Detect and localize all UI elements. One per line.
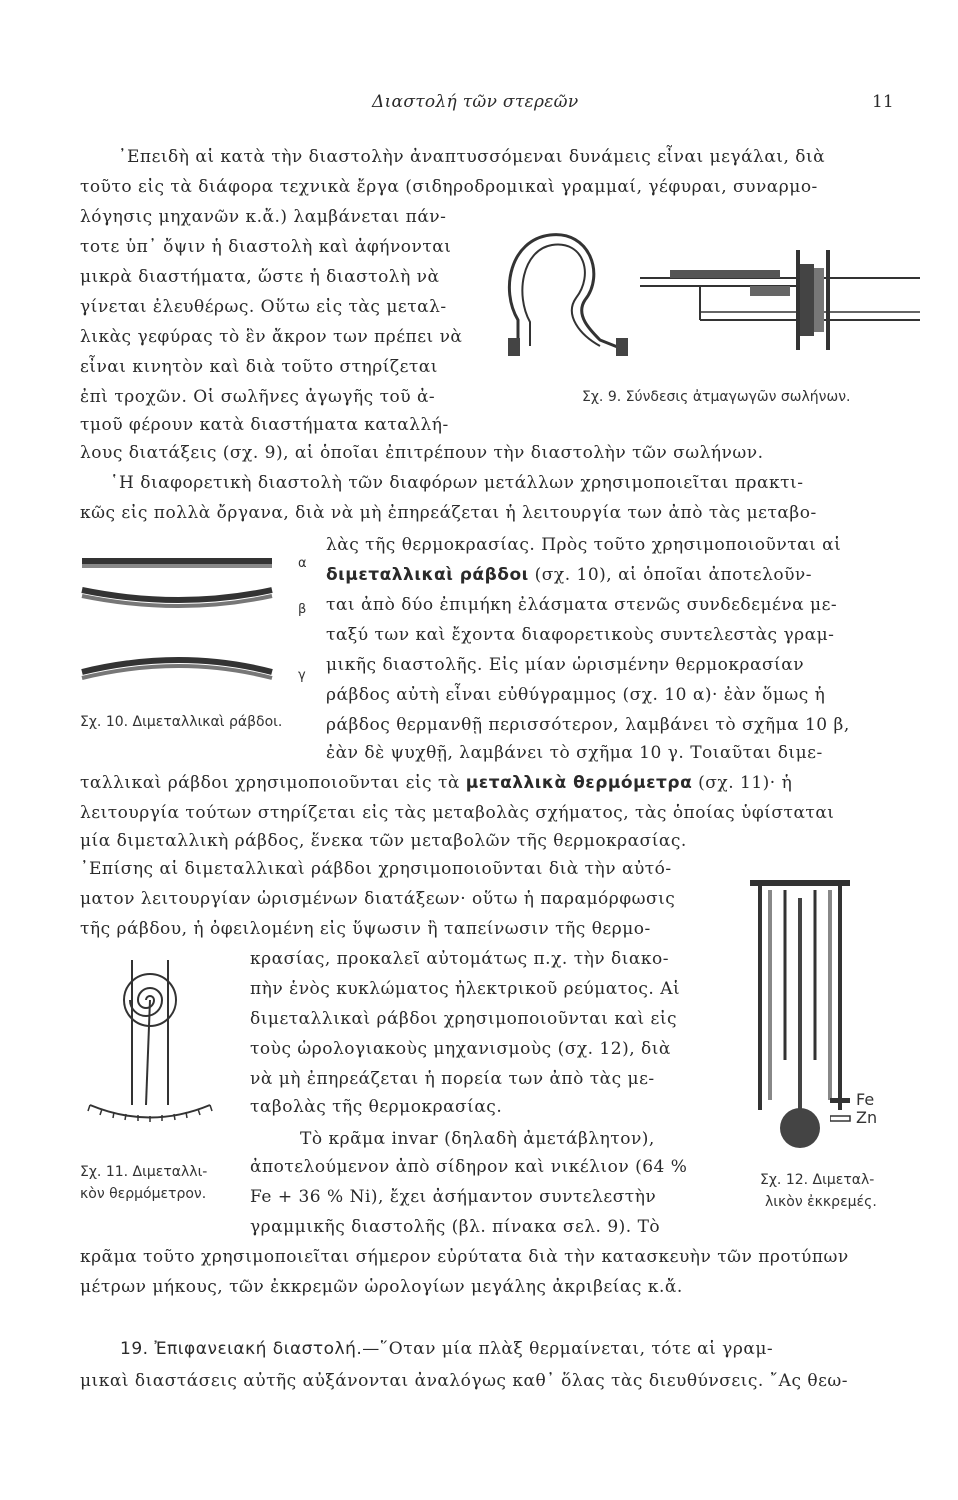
- figure-12-caption-line1: Σχ. 12. Διμεταλ-: [760, 1172, 875, 1188]
- text-line: τοτε ὑπ᾿ ὄψιν ἡ διαστολὴ καὶ ἀφήνονται: [80, 237, 452, 257]
- section-19-heading-line: [120, 1338, 773, 1360]
- text-line: ταβολὰς τῆς θερμοκρασίας.: [250, 1097, 503, 1117]
- figure-10-label-gamma: γ: [298, 668, 306, 683]
- text-line: γραμμικῆς διαστολῆς (βλ. πίνακα σελ. 9). Τὸ: [250, 1217, 661, 1237]
- text-line: τοῦτο εἰς τὰ διάφορα τεχνικὰ ἔργα (σιδηροδρομικαὶ γραμμαί, γέφυραι, συναρμο-: [80, 177, 818, 197]
- running-header: Διαστολή τῶν στερεῶν: [372, 92, 579, 112]
- section-number: 19.: [120, 1339, 149, 1359]
- text-line: ᾿Επίσης αἱ διμεταλλικαὶ ράβδοι χρησιμοποιοῦνται διὰ τὴν αὐτό-: [80, 859, 672, 879]
- text-line: ᾿Επειδὴ αἱ κατὰ τὴν διαστολὴν ἀναπτυσσόμεναι δυνάμεις εἶναι μεγάλαι, διὰ: [118, 147, 826, 167]
- figure-9-pipe-joint: [500, 220, 920, 380]
- text-line: εἶναι κινητὸν καὶ διὰ τοῦτο στηρίζεται: [80, 357, 438, 377]
- text-line: λὰς τῆς θερμοκρασίας. Πρὸς τοῦτο χρησιμοποιοῦνται αἱ: [326, 535, 842, 555]
- text-line: μέτρων μήκους, τῶν ἐκκρεμῶν ὡρολογίων μεγάλης ἀκριβείας κ.ἄ.: [80, 1277, 683, 1297]
- text-span: (σχ. 11)· ἡ: [692, 773, 793, 793]
- text-line: ράβδος αὐτὴ εἶναι εὐθύγραμμος (σχ. 10 α)· ἐὰν ὅμως ἡ: [326, 685, 826, 705]
- figure-9-caption: Σχ. 9. Σύνδεσις ἀτμαγωγῶν σωλήνων.: [582, 389, 851, 405]
- figure-12-legend-swatches: [830, 1092, 852, 1128]
- figure-12-caption-line2: λικὸν ἐκκρεμές.: [765, 1194, 877, 1210]
- bold-term-metal-thermometers: μεταλλικὰ θερμόμετρα: [465, 773, 693, 793]
- text-line: ἐὰν δὲ ψυχθῇ, λαμβάνει τὸ σχῆμα 10 γ. Τοιαῦται διμε-: [326, 743, 823, 763]
- text-line: πὴν ἑνὸς κυκλώματος ἠλεκτρικοῦ ρεύματος. Αἱ: [250, 979, 681, 999]
- figure-12-legend-zn: Zn: [856, 1108, 878, 1127]
- text-line: ἐπὶ τροχῶν. Οἱ σωλῆνες ἀγωγῆς τοῦ ἀ-: [80, 387, 436, 407]
- text-line: μία διμεταλλικὴ ράβδος, ἕνεκα τῶν μεταβολῶν τῆς θερμοκρασίας.: [80, 831, 687, 851]
- text-line: λόγησις μηχανῶν κ.ἄ.) λαμβάνεται πάν-: [80, 207, 447, 227]
- section-title: Ἐπιφανειακή διαστολή.: [154, 1339, 363, 1359]
- text-span: —῞Οταν μία πλὰξ θερμαίνεται, τότε αἱ γραμ-: [362, 1339, 774, 1359]
- text-line: λειτουργία τούτων στηρίζεται εἰς τὰς μεταβολὰς σχήματος, τὰς ὁποίας ὑφίσταται: [80, 803, 835, 823]
- figure-10-label-beta: β: [298, 602, 307, 617]
- text-line: τοὺς ὡρολογιακοὺς μηχανισμοὺς (σχ. 12), διὰ: [250, 1039, 671, 1059]
- text-line: λους διατάξεις (σχ. 9), αἱ ὁποῖαι ἐπιτρέπουν τὴν διαστολὴν τῶν σωλήνων.: [80, 443, 764, 463]
- text-line: κῶς εἰς πολλὰ ὄργανα, διὰ νὰ μὴ ἐπηρεάζεται ἡ λειτουργία των ἀπὸ τὰς μεταβο-: [80, 503, 817, 523]
- text-line: ται ἀπὸ δύο ἐπιμήκη ἐλάσματα στενῶς συνδεδεμένα με-: [326, 595, 838, 615]
- bold-term-bimetallic-rods: διμεταλλικαὶ ράβδοι: [326, 565, 529, 585]
- page-number: 11: [872, 92, 894, 112]
- text-line: ράβδος θερμανθῇ περισσότερον, λαμβάνει τὸ σχῆμα 10 β,: [326, 715, 850, 735]
- text-line: τῆς ράβδου, ἡ ὀφειλομένη εἰς ὕψωσιν ἢ ταπείνωσιν τῆς θερμο-: [80, 919, 651, 939]
- text-line: νὰ μὴ ἐπηρεάζεται ἡ πορεία των ἀπὸ τὰς με-: [250, 1069, 655, 1089]
- text-line: μικρὰ διαστήματα, ὥστε ἡ διαστολὴ νὰ: [80, 267, 440, 287]
- text-line: ταξύ των καὶ ἔχοντα διαφορετικοὺς συντελεστὰς γραμ-: [326, 625, 835, 645]
- figure-10-label-alpha: α: [298, 556, 307, 571]
- text-line: Fe + 36 % Ni), ἔχει ἀσήμαντον συντελεστὴν: [250, 1187, 657, 1207]
- text-line: μικῆς διαστολῆς. Εἰς μίαν ὡρισμένην θερμοκρασίαν: [326, 655, 805, 675]
- figure-12-legend-fe: Fe: [856, 1090, 875, 1109]
- text-line: Τὸ κρᾶμα invar (δηλαδὴ ἀμετάβλητον),: [300, 1129, 655, 1149]
- figure-10-bimetallic-rods: [80, 550, 310, 700]
- text-line: κρᾶμα τοῦτο χρησιμοποιεῖται σήμερον εὐρύτατα διὰ τὴν κατασκευὴν τῶν προτύπων: [80, 1247, 849, 1267]
- figure-11-caption-line2: κὸν θερμόμετρον.: [80, 1186, 207, 1202]
- text-line: διμεταλλικαὶ ράβδοι χρησιμοποιοῦνται καὶ εἰς: [250, 1009, 678, 1029]
- figure-10-caption: Σχ. 10. Διμεταλλικαὶ ράβδοι.: [80, 714, 283, 730]
- text-span: (σχ. 10), αἱ ὁποῖαι ἀποτελοῦν-: [528, 565, 812, 585]
- text-line: ματον λειτουργίαν ὡρισμένων διατάξεων· οὕτω ἡ παραμόρφωσις: [80, 889, 676, 909]
- text-line: λικὰς γεφύρας τὸ ἓν ἄκρον των πρέπει νὰ: [80, 327, 463, 347]
- text-line: [80, 772, 792, 794]
- text-line: [326, 564, 812, 586]
- text-line: κρασίας, προκαλεῖ αὐτομάτως π.χ. τὴν διακο-: [250, 949, 670, 969]
- text-line: τμοῦ φέρουν κατὰ διαστήματα καταλλή-: [80, 415, 449, 435]
- text-line: ῾Η διαφορετικὴ διαστολὴ τῶν διαφόρων μετάλλων χρησιμοποιεῖται πρακτι-: [110, 473, 804, 493]
- text-span: ταλλικαὶ ράβδοι χρησιμοποιοῦνται εἰς τὰ: [80, 773, 466, 793]
- figure-11-caption-line1: Σχ. 11. Διμεταλλι-: [80, 1164, 208, 1180]
- text-line: ἀποτελούμενον ἀπὸ σίδηρον καὶ νικέλιον (64 %: [250, 1157, 688, 1177]
- text-line: μικαὶ διαστάσεις αὐτῆς αὐξάνονται ἀναλόγως καθ᾿ ὅλας τὰς διευθύνσεις. ῎Ας θεω-: [80, 1371, 849, 1391]
- text-line: γίνεται ἐλευθέρως. Οὕτω εἰς τὰς μεταλ-: [80, 297, 447, 317]
- figure-11-bimetallic-thermometer: [80, 955, 260, 1155]
